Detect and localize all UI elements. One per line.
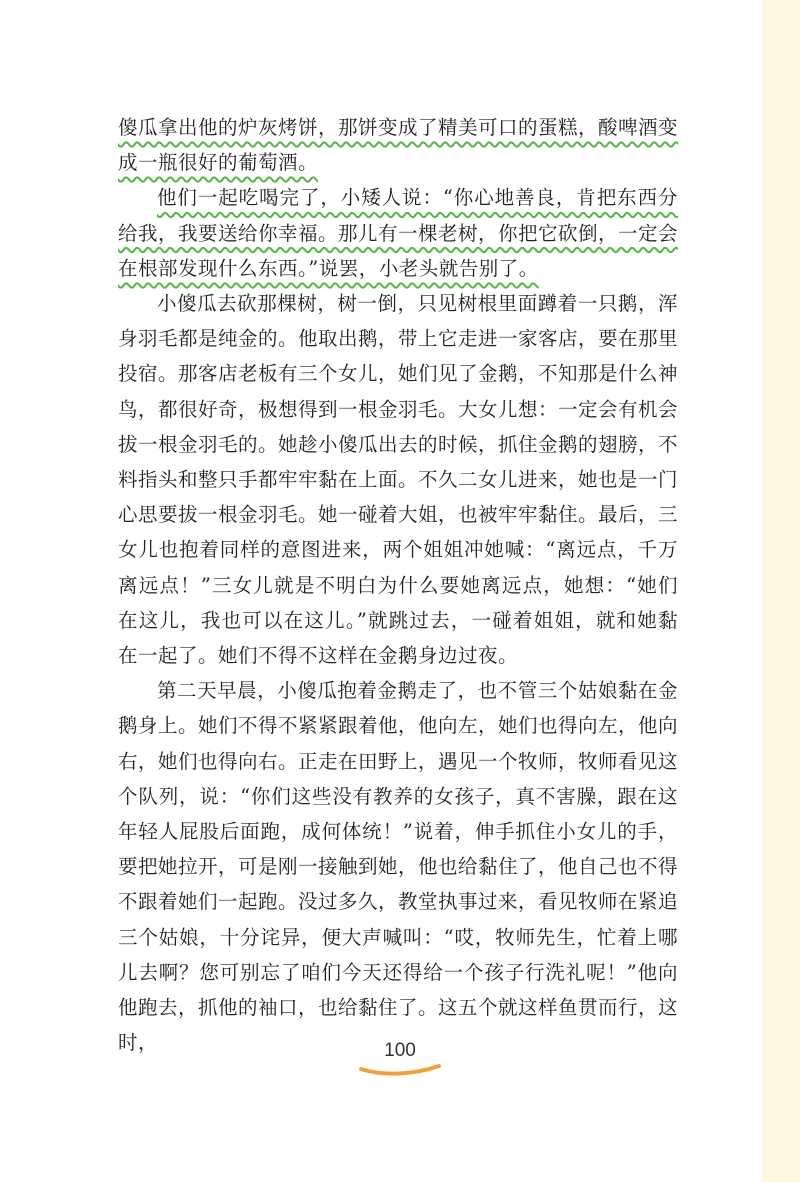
paragraph-3: 小傻瓜去砍那棵树，树一倒，只见树根里面蹲着一只鹅，浑身羽毛都是纯金的。他取出鹅，带上它走进一家客店，要在那里投宿。那客店老板有三个女儿，她们见了金鹅，不知那是什么神鸟，都很好奇，极想得到一根金羽毛。大女儿想：一定会有机会拔一根金羽毛的。她趁小傻瓜出去的时候，抓住金鹅的翅膀，不料指头和整只手都牢牢黏在上面。不久二女儿进来，她也是一门心思要拔一根金羽毛。她一碰着大姐，也被牢牢黏住。最后，三女儿也抱着同样的意图进来，两个姐姐冲她喊：“离远点，千万离远点！”三女儿就是不明白为什么要她离远点，她想：“她们在这儿，我也可以在这儿。”就跳过去，一碰着姐姐，就和她黏在一起了。她们不得不这样在金鹅身边过夜。 [118,292,679,668]
paragraph-4: 第二天早晨，小傻瓜抱着金鹅走了，也不管三个姑娘黏在金鹅身上。她们不得不紧紧跟着他，他向左，她们也得向左，他向右，她们也得向右。正走在田野上，遇见一个牧师，牧师看见这个队列，说：“你们这些没有教养的女孩子，真不害臊，跟在这年轻人屁股后面跑，成何体统！”说着，伸手抓住小女儿的手，要把她拉开，可是刚一接触到她，他也给黏住了，他自己也不得不跟着她们一起跑。没过多久，教堂执事过来，看见牧师在紧追三个姑娘，十分诧异，便大声喊叫：“哎，牧师先生，忙着上哪儿去啊？您可别忘了咱们今天还得给一个孩子行洗礼呢！”他向他跑去，抓他的袖口，也给黏住了。这五个就这样鱼贯而行，这时， [118,679,679,1055]
paragraph-1 [118,110,678,180]
page-number: 100 [384,1040,416,1061]
page-number-swoosh-icon [355,1060,445,1080]
page-side-strip [762,0,800,1182]
underlined-text: 傻瓜拿出他的炉灰烤饼，那饼变成了精美可口的蛋糕，酸啤酒变成一瓶很好的葡萄酒。 [118,116,679,175]
paragraph-2 [118,180,678,286]
body-text [118,110,678,1060]
underlined-text: 他们一起吃喝完了，小矮人说：“你心地善良，肯把东西分给我，我要送给你幸福。那儿有一棵老树，你把它砍倒，一定会在根部发现什么东西。”说罢，小老头就告别了。 [118,186,679,280]
